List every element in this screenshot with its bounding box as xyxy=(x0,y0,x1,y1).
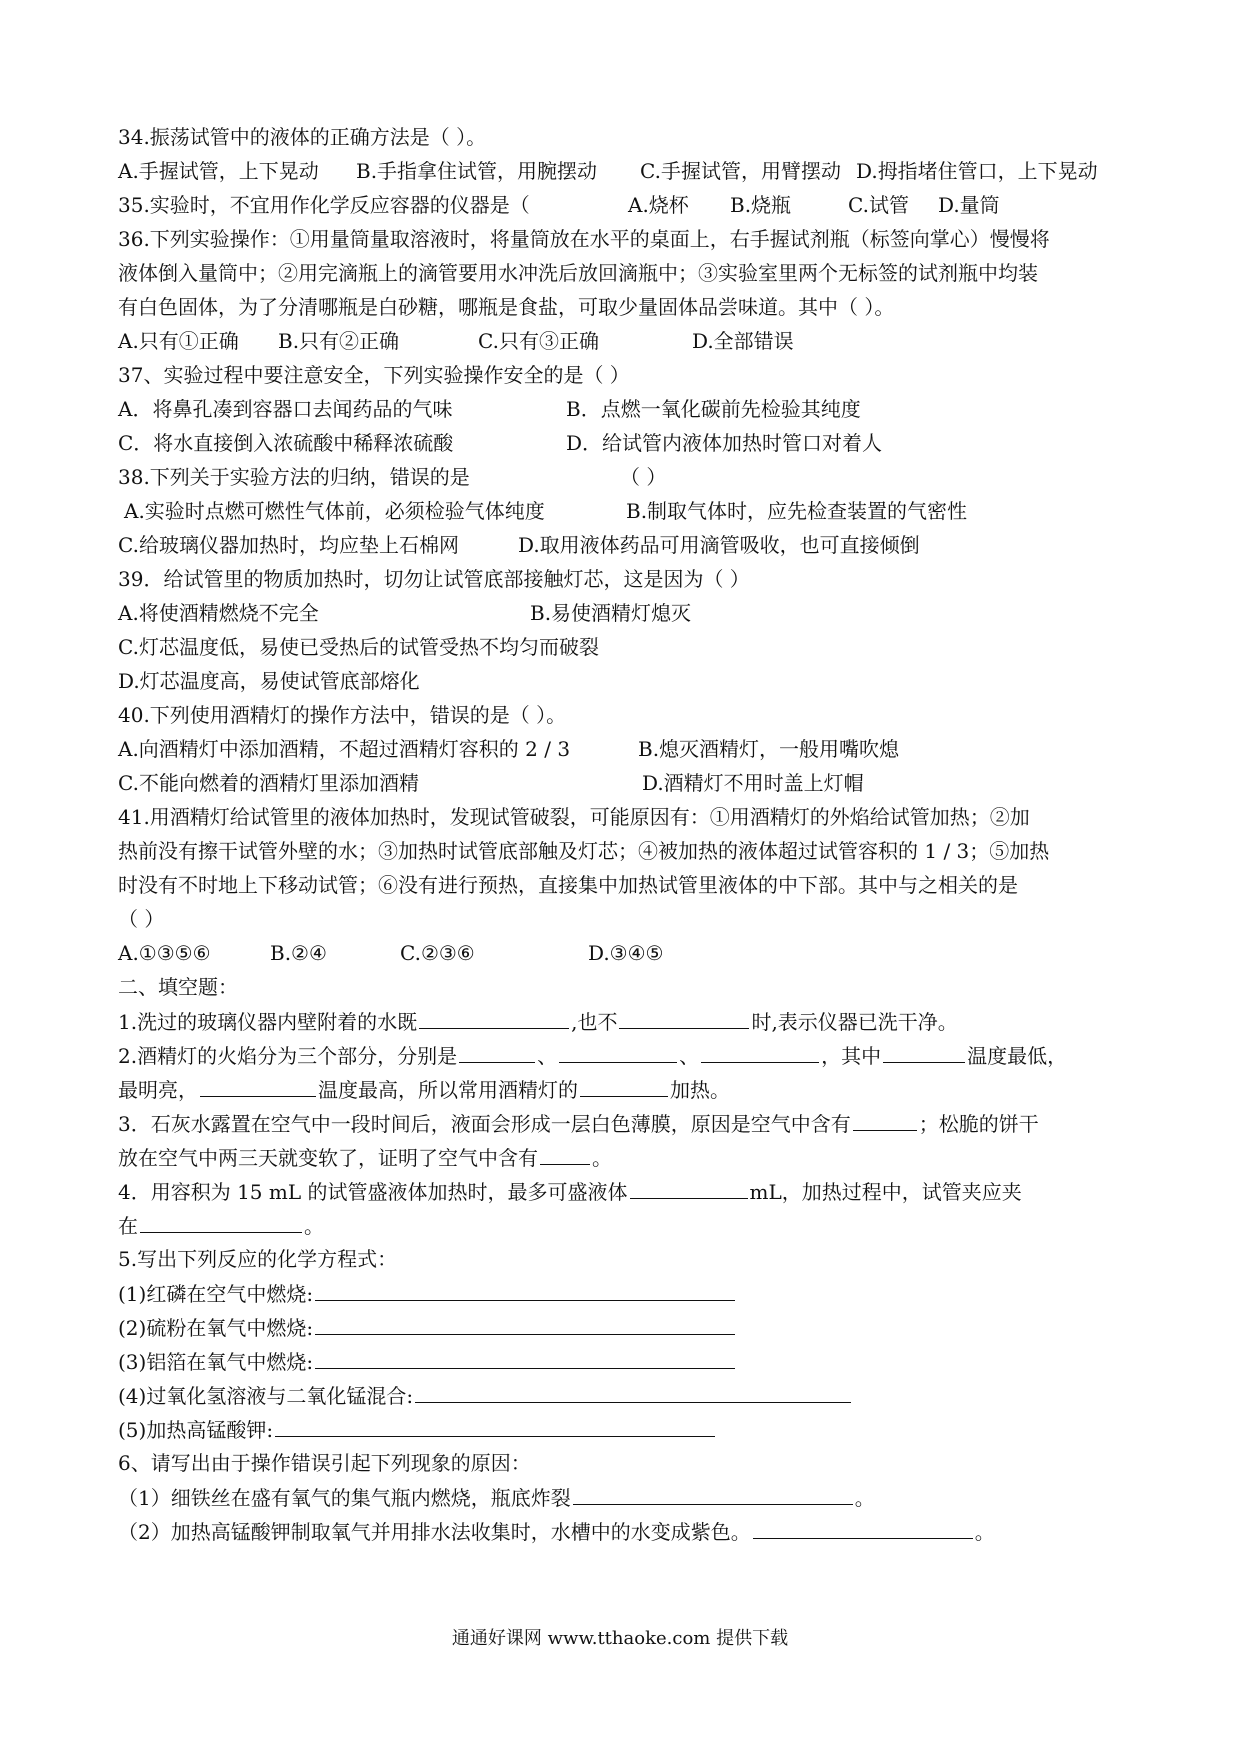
q37-option-a: A．将鼻孔凑到容器口去闻药品的气味 xyxy=(118,397,453,421)
q35-option-a: A.烧杯 xyxy=(628,193,689,217)
q38-option-b: B.制取气体时，应先检查装置的气密性 xyxy=(626,499,968,523)
fill-4-line2: 在 。 xyxy=(118,1208,324,1242)
answer-line[interactable] xyxy=(573,1480,853,1505)
answer-blank[interactable] xyxy=(883,1038,965,1063)
q37-stem: 37、实验过程中要注意安全，下列实验操作安全的是（ ） xyxy=(118,363,630,387)
answer-blank[interactable] xyxy=(459,1038,535,1063)
q35-option-d: D.量筒 xyxy=(938,193,1000,217)
answer-blank[interactable] xyxy=(559,1038,677,1063)
q37-option-d: D．给试管内液体加热时管口对着人 xyxy=(566,431,883,455)
answer-line[interactable] xyxy=(315,1310,735,1335)
q37-option-b: B．点燃一氧化碳前先检验其纯度 xyxy=(566,397,861,421)
answer-line[interactable] xyxy=(753,1514,973,1539)
fill-5-reaction: (3)铝箔在氧气中燃烧: xyxy=(118,1344,737,1378)
q37-option-c: C．将水直接倒入浓硫酸中稀释浓硫酸 xyxy=(118,431,454,455)
answer-blank[interactable] xyxy=(619,1004,749,1029)
answer-blank[interactable] xyxy=(580,1072,668,1097)
page-footer: 通通好课网 www.tthaoke.com 提供下载 xyxy=(451,1628,789,1649)
q41-option-a: A.①③⑤⑥ xyxy=(118,941,211,965)
fill-5-reaction: (2)硫粉在氧气中燃烧: xyxy=(118,1310,737,1344)
fill-1: 1.洗过的玻璃仪器内壁附着的水既 ,也不 时,表示仪器已洗干净。 xyxy=(118,1004,958,1038)
q41-line: 热前没有擦干试管外壁的水；③加热时试管底部触及灯芯；④被加热的液体超过试管容积的 1 / 3；⑤加热 xyxy=(118,839,1050,863)
q41-line: 时没有不时地上下移动试管；⑥没有进行预热，直接集中加热试管里液体的中下部。其中与之相关的是 xyxy=(118,873,1018,897)
fill-5-title: 5.写出下列反应的化学方程式： xyxy=(118,1247,398,1271)
fill-6-item: （1）细铁丝在盛有氧气的集气瓶内燃烧，瓶底炸裂 。 xyxy=(118,1480,875,1514)
q34-option-b: B.手指拿住试管，用腕摆动 xyxy=(356,159,598,183)
answer-line[interactable] xyxy=(315,1276,735,1301)
answer-line[interactable] xyxy=(315,1344,735,1369)
q38-option-d: D.取用液体药品可用滴管吸收，也可直接倾倒 xyxy=(518,533,920,557)
q41-line: （ ） xyxy=(118,907,165,931)
q40-option-d: D.酒精灯不用时盖上灯帽 xyxy=(642,771,864,795)
fill-6-item: （2）加热高锰酸钾制取氧气并用排水法收集时，水槽中的水变成紫色。 。 xyxy=(118,1514,995,1548)
q34-stem: 34.振荡试管中的液体的正确方法是（ ）。 xyxy=(118,125,487,149)
q34-option-d: D.拇指堵住管口，上下晃动 xyxy=(856,159,1098,183)
q41-option-d: D.③④⑤ xyxy=(588,941,664,965)
q40-option-a: A.向酒精灯中添加酒精，不超过酒精灯容积的 2 / 3 xyxy=(118,737,571,761)
answer-blank[interactable] xyxy=(140,1208,302,1233)
q36-option-d: D.全部错误 xyxy=(692,329,794,353)
answer-line[interactable] xyxy=(275,1412,715,1437)
q39-option-b: B.易使酒精灯熄灭 xyxy=(530,601,692,625)
fill-3-line2: 放在空气中两三天就变软了，证明了空气中含有 。 xyxy=(118,1140,612,1174)
q36-option-b: B.只有②正确 xyxy=(278,329,400,353)
q36-line: 36.下列实验操作：①用量筒量取溶液时，将量筒放在水平的桌面上，右手握试剂瓶（标签向掌心）慢慢将 xyxy=(118,227,1050,251)
answer-blank[interactable] xyxy=(853,1106,917,1131)
q38-stem: 38.下列关于实验方法的归纳，错误的是 xyxy=(118,465,470,489)
q35-stem: 35.实验时，不宜用作化学反应容器的仪器是（ xyxy=(118,193,530,217)
answer-blank[interactable] xyxy=(701,1038,819,1063)
q36-option-c: C.只有③正确 xyxy=(478,329,599,353)
q35-option-b: B.烧瓶 xyxy=(730,193,792,217)
q40-option-c: C.不能向燃着的酒精灯里添加酒精 xyxy=(118,771,419,795)
q34-option-c: C.手握试管，用臂摆动 xyxy=(640,159,841,183)
answer-blank[interactable] xyxy=(540,1140,590,1165)
q35-option-c: C.试管 xyxy=(848,193,909,217)
fill-5-reaction: (4)过氧化氢溶液与二氧化锰混合: xyxy=(118,1378,853,1412)
q39-option-d: D.灯芯温度高，易使试管底部熔化 xyxy=(118,669,420,693)
q41-option-b: B.②④ xyxy=(270,941,327,965)
q39-option-c: C.灯芯温度低，易使已受热后的试管受热不均匀而破裂 xyxy=(118,635,599,659)
q36-line: 有白色固体，为了分清哪瓶是白砂糖，哪瓶是食盐，可取少量固体品尝味道。其中（ ）。 xyxy=(118,295,895,319)
q34-option-a: A.手握试管，上下晃动 xyxy=(118,159,319,183)
fill-5-reaction: (5)加热高锰酸钾: xyxy=(118,1412,717,1446)
fill-6-title: 6、请写出由于操作错误引起下列现象的原因： xyxy=(118,1451,531,1475)
section-heading: 二、填空题： xyxy=(118,975,238,999)
q38-option-c: C.给玻璃仪器加热时，均应垫上石棉网 xyxy=(118,533,459,557)
fill-5-reaction: (1)红磷在空气中燃烧: xyxy=(118,1276,737,1310)
fill-2-line2: 最明亮， 温度最高，所以常用酒精灯的 加热。 xyxy=(118,1072,730,1106)
answer-blank[interactable] xyxy=(200,1072,316,1097)
q39-stem: 39．给试管里的物质加热时，切勿让试管底部接触灯芯，这是因为（ ） xyxy=(118,567,750,591)
q36-option-a: A.只有①正确 xyxy=(118,329,239,353)
q39-option-a: A.将使酒精燃烧不完全 xyxy=(118,601,319,625)
fill-4-line1: 4．用容积为 15 mL 的试管盛液体加热时，最多可盛液体 mL，加热过程中，试管夹应夹 xyxy=(118,1174,1022,1208)
q38-option-a: A.实验时点燃可燃性气体前，必须检验气体纯度 xyxy=(124,499,545,523)
answer-blank[interactable] xyxy=(419,1004,569,1029)
q40-option-b: B.熄灭酒精灯，一般用嘴吹熄 xyxy=(638,737,900,761)
answer-line[interactable] xyxy=(415,1378,851,1403)
answer-blank[interactable] xyxy=(630,1174,748,1199)
fill-2-line1: 2.酒精灯的火焰分为三个部分，分别是 、 、 ，其中 温度最低， xyxy=(118,1038,1067,1072)
q41-option-c: C.②③⑥ xyxy=(400,941,475,965)
q41-line: 41.用酒精灯给试管里的液体加热时，发现试管破裂，可能原因有：①用酒精灯的外焰给试管加热；②加 xyxy=(118,805,1030,829)
q36-line: 液体倒入量筒中；②用完滴瓶上的滴管要用水冲洗后放回滴瓶中；③实验室里两个无标签的试剂瓶中均装 xyxy=(118,261,1038,285)
q40-stem: 40.下列使用酒精灯的操作方法中，错误的是（ ）。 xyxy=(118,703,567,727)
fill-3-line1: 3．石灰水露置在空气中一段时间后，液面会形成一层白色薄膜，原因是空气中含有 ；松脆的饼干 xyxy=(118,1106,1039,1140)
q38-paren: （ ） xyxy=(620,465,667,489)
